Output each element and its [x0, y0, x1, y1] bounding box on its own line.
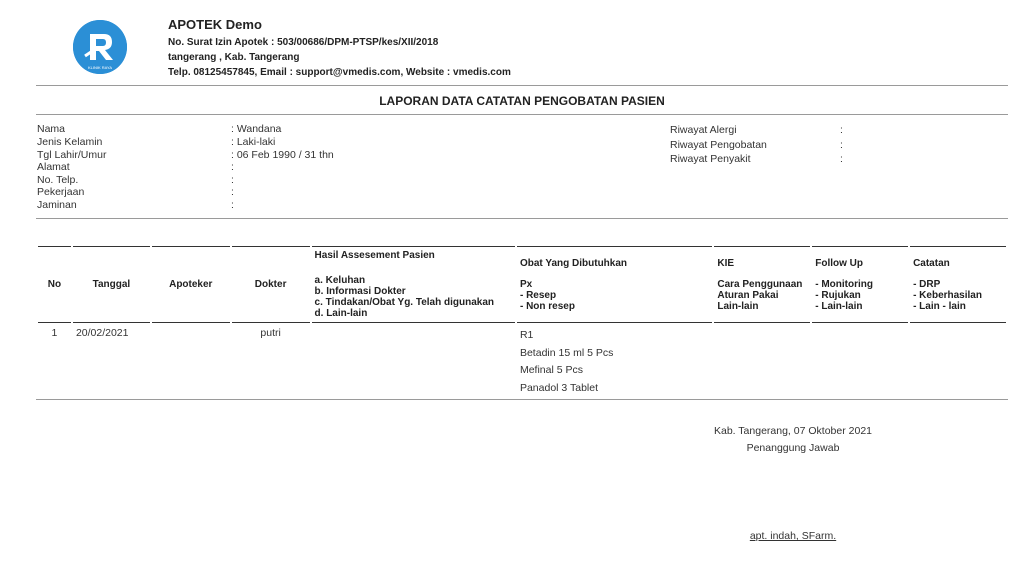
cell-hasil	[312, 323, 515, 401]
info-value: :	[231, 161, 234, 173]
col-follow-up	[812, 246, 908, 323]
info-divider	[36, 218, 1008, 219]
license-number: No. Surat Izin Apotek : 503/00686/DPM-PTSP/kes/XII/2018	[168, 37, 439, 48]
treatment-records-table	[36, 246, 1008, 401]
logo-r-icon	[73, 20, 127, 74]
hasil-item: b. Informasi Dokter	[314, 286, 406, 297]
info-value: :	[231, 186, 234, 198]
title-divider	[36, 114, 1008, 115]
medication-item: Mefinal 5 Pcs	[519, 364, 583, 376]
info-value: :	[840, 139, 843, 151]
logo-text: KLINIK RAYA	[87, 65, 113, 70]
signature-place-date: Kab. Tangerang, 07 Oktober 2021	[713, 425, 872, 437]
signature-name: apt. indah, SFarm.	[749, 530, 837, 542]
pharmacy-address: tangerang , Kab. Tangerang	[168, 52, 300, 63]
info-label: Riwayat Pengobatan	[670, 139, 767, 151]
hasil-title: Hasil Assesement Pasien	[314, 250, 435, 261]
col-no: No	[38, 246, 71, 323]
catatan-title: Catatan	[913, 257, 950, 269]
table-header-row	[38, 246, 1006, 323]
cell-tanggal: 20/02/2021	[75, 327, 129, 339]
info-row-alamat	[37, 161, 234, 174]
cell-catatan	[910, 323, 1006, 401]
catatan-item: - DRP	[913, 278, 941, 290]
col-dokter: Dokter	[232, 246, 310, 323]
follow-item: - Monitoring	[815, 278, 873, 290]
info-value: : Laki-laki	[231, 136, 276, 148]
cell-kie	[714, 323, 810, 401]
info-label: Jaminan	[37, 199, 77, 211]
info-label: Riwayat Alergi	[670, 124, 737, 136]
kie-title: KIE	[717, 257, 735, 269]
follow-item: - Lain-lain	[815, 300, 863, 312]
info-row-riwayat-alergi	[670, 124, 843, 137]
cell-obat	[517, 323, 712, 401]
medication-item: R1	[519, 329, 534, 341]
medication-item: Panadol 3 Tablet	[519, 381, 599, 394]
col-tanggal: Tanggal	[73, 246, 150, 323]
medication-item: Betadin 15 ml 5 Pcs	[519, 346, 614, 359]
follow-item: - Rujukan	[815, 289, 861, 301]
info-value: : 06 Feb 1990 / 31 thn	[231, 149, 334, 161]
header-divider	[36, 85, 1008, 86]
catatan-item: - Lain - lain	[913, 300, 966, 312]
follow-title: Follow Up	[815, 257, 864, 269]
hasil-item: c. Tindakan/Obat Yg. Telah digunakan	[314, 297, 495, 308]
info-value: : Wandana	[231, 123, 282, 135]
obat-item: - Non resep	[519, 300, 575, 312]
kie-item: Lain-lain	[717, 300, 759, 312]
info-value: :	[231, 199, 234, 211]
obat-title: Obat Yang Dibutuhkan	[519, 257, 628, 269]
info-label: Alamat	[37, 161, 70, 173]
info-row-jenis-kelamin	[37, 136, 276, 149]
info-label: No. Telp.	[37, 174, 79, 186]
info-label: Riwayat Penyakit	[670, 153, 751, 165]
kie-item: Cara Penggunaan	[717, 278, 803, 290]
info-label: Jenis Kelamin	[37, 136, 103, 148]
col-obat-dibutuhkan	[517, 246, 712, 323]
obat-item: - Resep	[519, 289, 557, 301]
info-row-pekerjaan	[37, 186, 234, 199]
obat-item: Px	[519, 278, 533, 290]
cell-apoteker	[152, 323, 230, 401]
info-row-nama	[37, 123, 282, 136]
info-value: :	[840, 153, 843, 165]
hasil-item: a. Keluhan	[314, 275, 366, 286]
pharmacy-logo	[73, 20, 127, 74]
info-label: Nama	[37, 123, 66, 135]
info-value: :	[231, 174, 234, 186]
kie-item: Aturan Pakai	[717, 289, 779, 301]
info-value: :	[840, 124, 843, 136]
info-label: Tgl Lahir/Umur	[37, 149, 107, 161]
table-bottom-divider	[36, 399, 1008, 400]
info-row-jaminan	[37, 199, 234, 212]
info-label: Pekerjaan	[37, 186, 85, 198]
col-hasil-assesement	[312, 246, 515, 323]
pharmacy-name: APOTEK Demo	[168, 17, 262, 32]
info-row-riwayat-pengobatan	[670, 139, 843, 152]
report-title: LAPORAN DATA CATATAN PENGOBATAN PASIEN	[379, 94, 665, 108]
col-apoteker: Apoteker	[152, 246, 230, 323]
table-row	[38, 323, 1006, 401]
cell-dokter: putri	[260, 327, 281, 339]
col-catatan	[910, 246, 1006, 323]
pharmacy-contact: Telp. 08125457845, Email : support@vmedis.com, Website : vmedis.com	[168, 67, 511, 78]
col-kie	[714, 246, 810, 323]
info-row-riwayat-penyakit	[670, 153, 843, 166]
signature-role: Penanggung Jawab	[746, 442, 840, 454]
cell-no: 1	[51, 327, 58, 339]
hasil-item: d. Lain-lain	[314, 308, 368, 319]
catatan-item: - Keberhasilan	[913, 289, 982, 301]
cell-follow-up	[812, 323, 908, 401]
